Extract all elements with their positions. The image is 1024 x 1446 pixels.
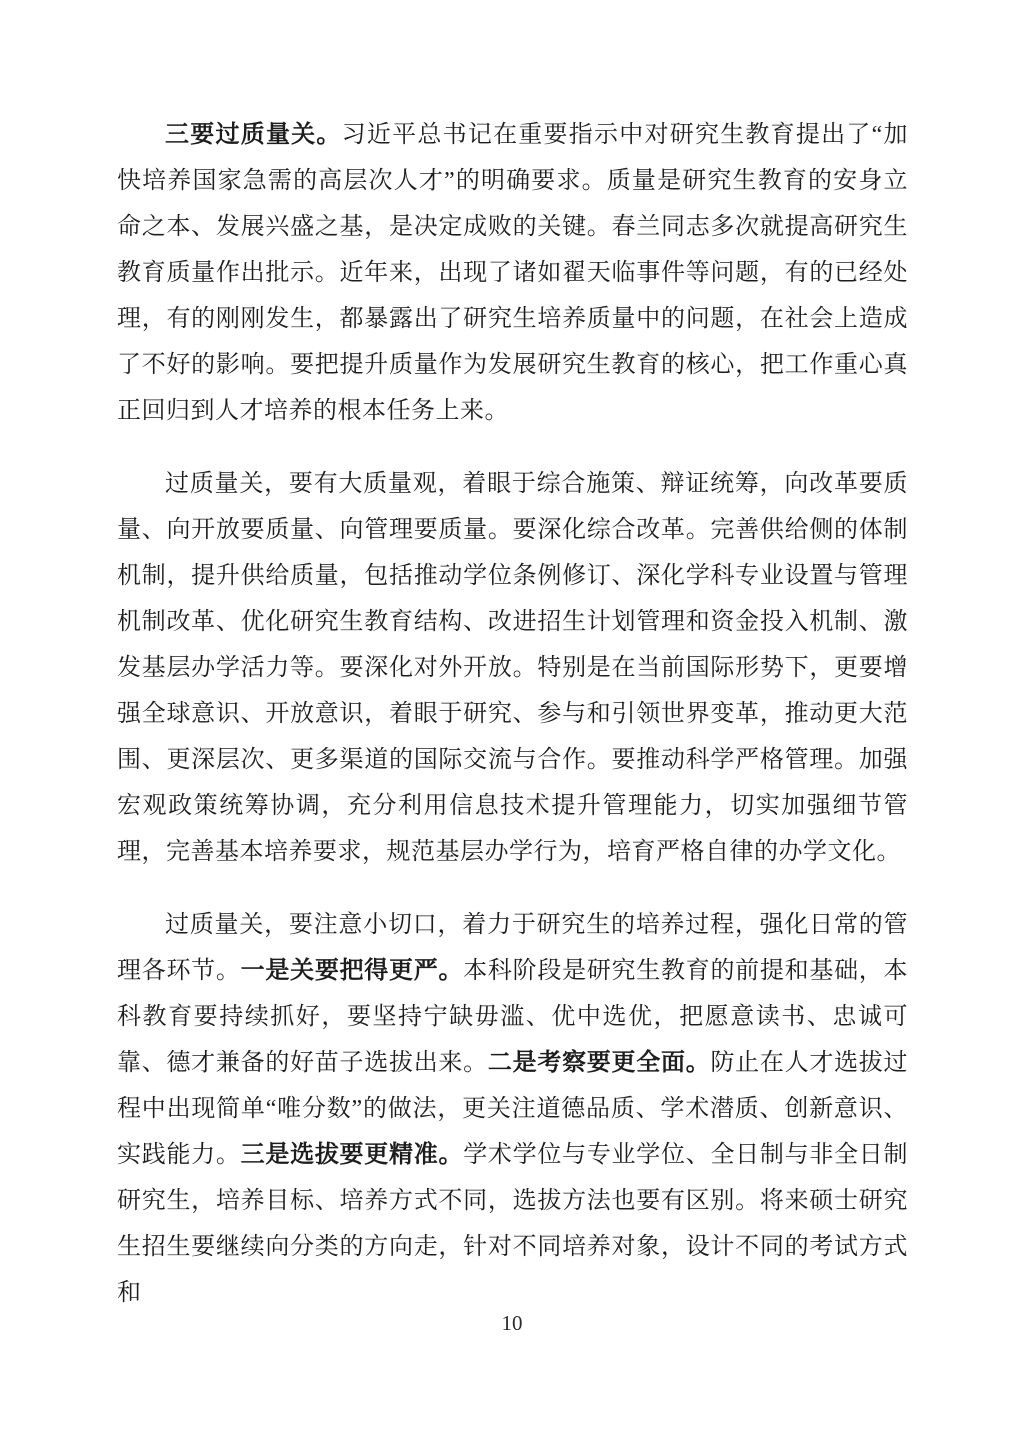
bold-lead-point-two: 二是考察要更全面。 bbox=[487, 1049, 711, 1076]
page-number: 10 bbox=[501, 1311, 523, 1335]
body-text-run: 本科阶段是研究生教育的前提和基础，本科教育要持续抓好，要坚持宁缺毋滥、优中选优，把愿意读书、忠诚可靠、德才兼备的好苗子选拔出来。 bbox=[117, 958, 909, 1076]
body-text-run: 学术学位与专业学位、全日制与非全日制研究生，培养目标、培养方式不同，选拔方法也要有区别。将来硕士研究生招生要继续向分类的方向走，针对不同培养对象，设计不同的考试方式和 bbox=[117, 1142, 909, 1306]
body-text-run: 过质量关，要注意小切口，着力于研究生的培养过程，强化日常的管理各环节。 bbox=[117, 912, 908, 984]
paragraph-quality-intro bbox=[117, 112, 908, 434]
bold-lead-san-yao-guo-zhi-liang-guan: 三要过质量关。 bbox=[165, 121, 342, 148]
bold-lead-point-three: 三是选拔要更精准。 bbox=[240, 1141, 464, 1168]
paragraph-quality-macro-view bbox=[117, 461, 908, 875]
body-text-run: 习近平总书记在重要指示中对研究生教育提出了“加快培养国家急需的高层次人才”的明确要求。质量是研究生教育的安身立命之本、发展兴盛之基，是决定成败的关键。春兰同志多次就提高研究生教育质量作出批示。近年来，出现了诸如翟天临事件等问题，有的已经处理，有的刚刚发生，都暴露出了研究生培养质量中的问题，在社会上造成了不好的影响。要把提升质量作为发展研究生教育的核心，把工作重心真正回归到人才培养的根本任务上来。 bbox=[117, 122, 908, 424]
body-text-run: 防止在人才选拔过程中出现简单“唯分数”的做法，更关注道德品质、学术潜质、创新意识、实践能力。 bbox=[117, 1050, 909, 1168]
bold-lead-point-one: 一是关要把得更严。 bbox=[240, 957, 464, 984]
paragraph-quality-details bbox=[117, 902, 908, 1316]
text-block bbox=[117, 112, 908, 1316]
body-text-run: 过质量关，要有大质量观，着眼于综合施策、辩证统筹，向改革要质量、向开放要质量、向管理要质量。要深化综合改革。完善供给侧的体制机制，提升供给质量，包括推动学位条例修订、深化学科专业设置与管理机制改革、优化研究生教育结构、改进招生计划管理和资金投入机制、激发基层办学活力等。要深化对外开放。特别是在当前国际形势下，更要增强全球意识、开放意识，着眼于研究、参与和引领世界变革，推动更大范围、更深层次、更多渠道的国际交流与合作。要推动科学严格管理。加强宏观政策统筹协调，充分利用信息技术提升管理能力，切实加强细节管理，完善基本培养要求，规范基层办学行为，培育严格自律的办学文化。 bbox=[117, 471, 908, 865]
